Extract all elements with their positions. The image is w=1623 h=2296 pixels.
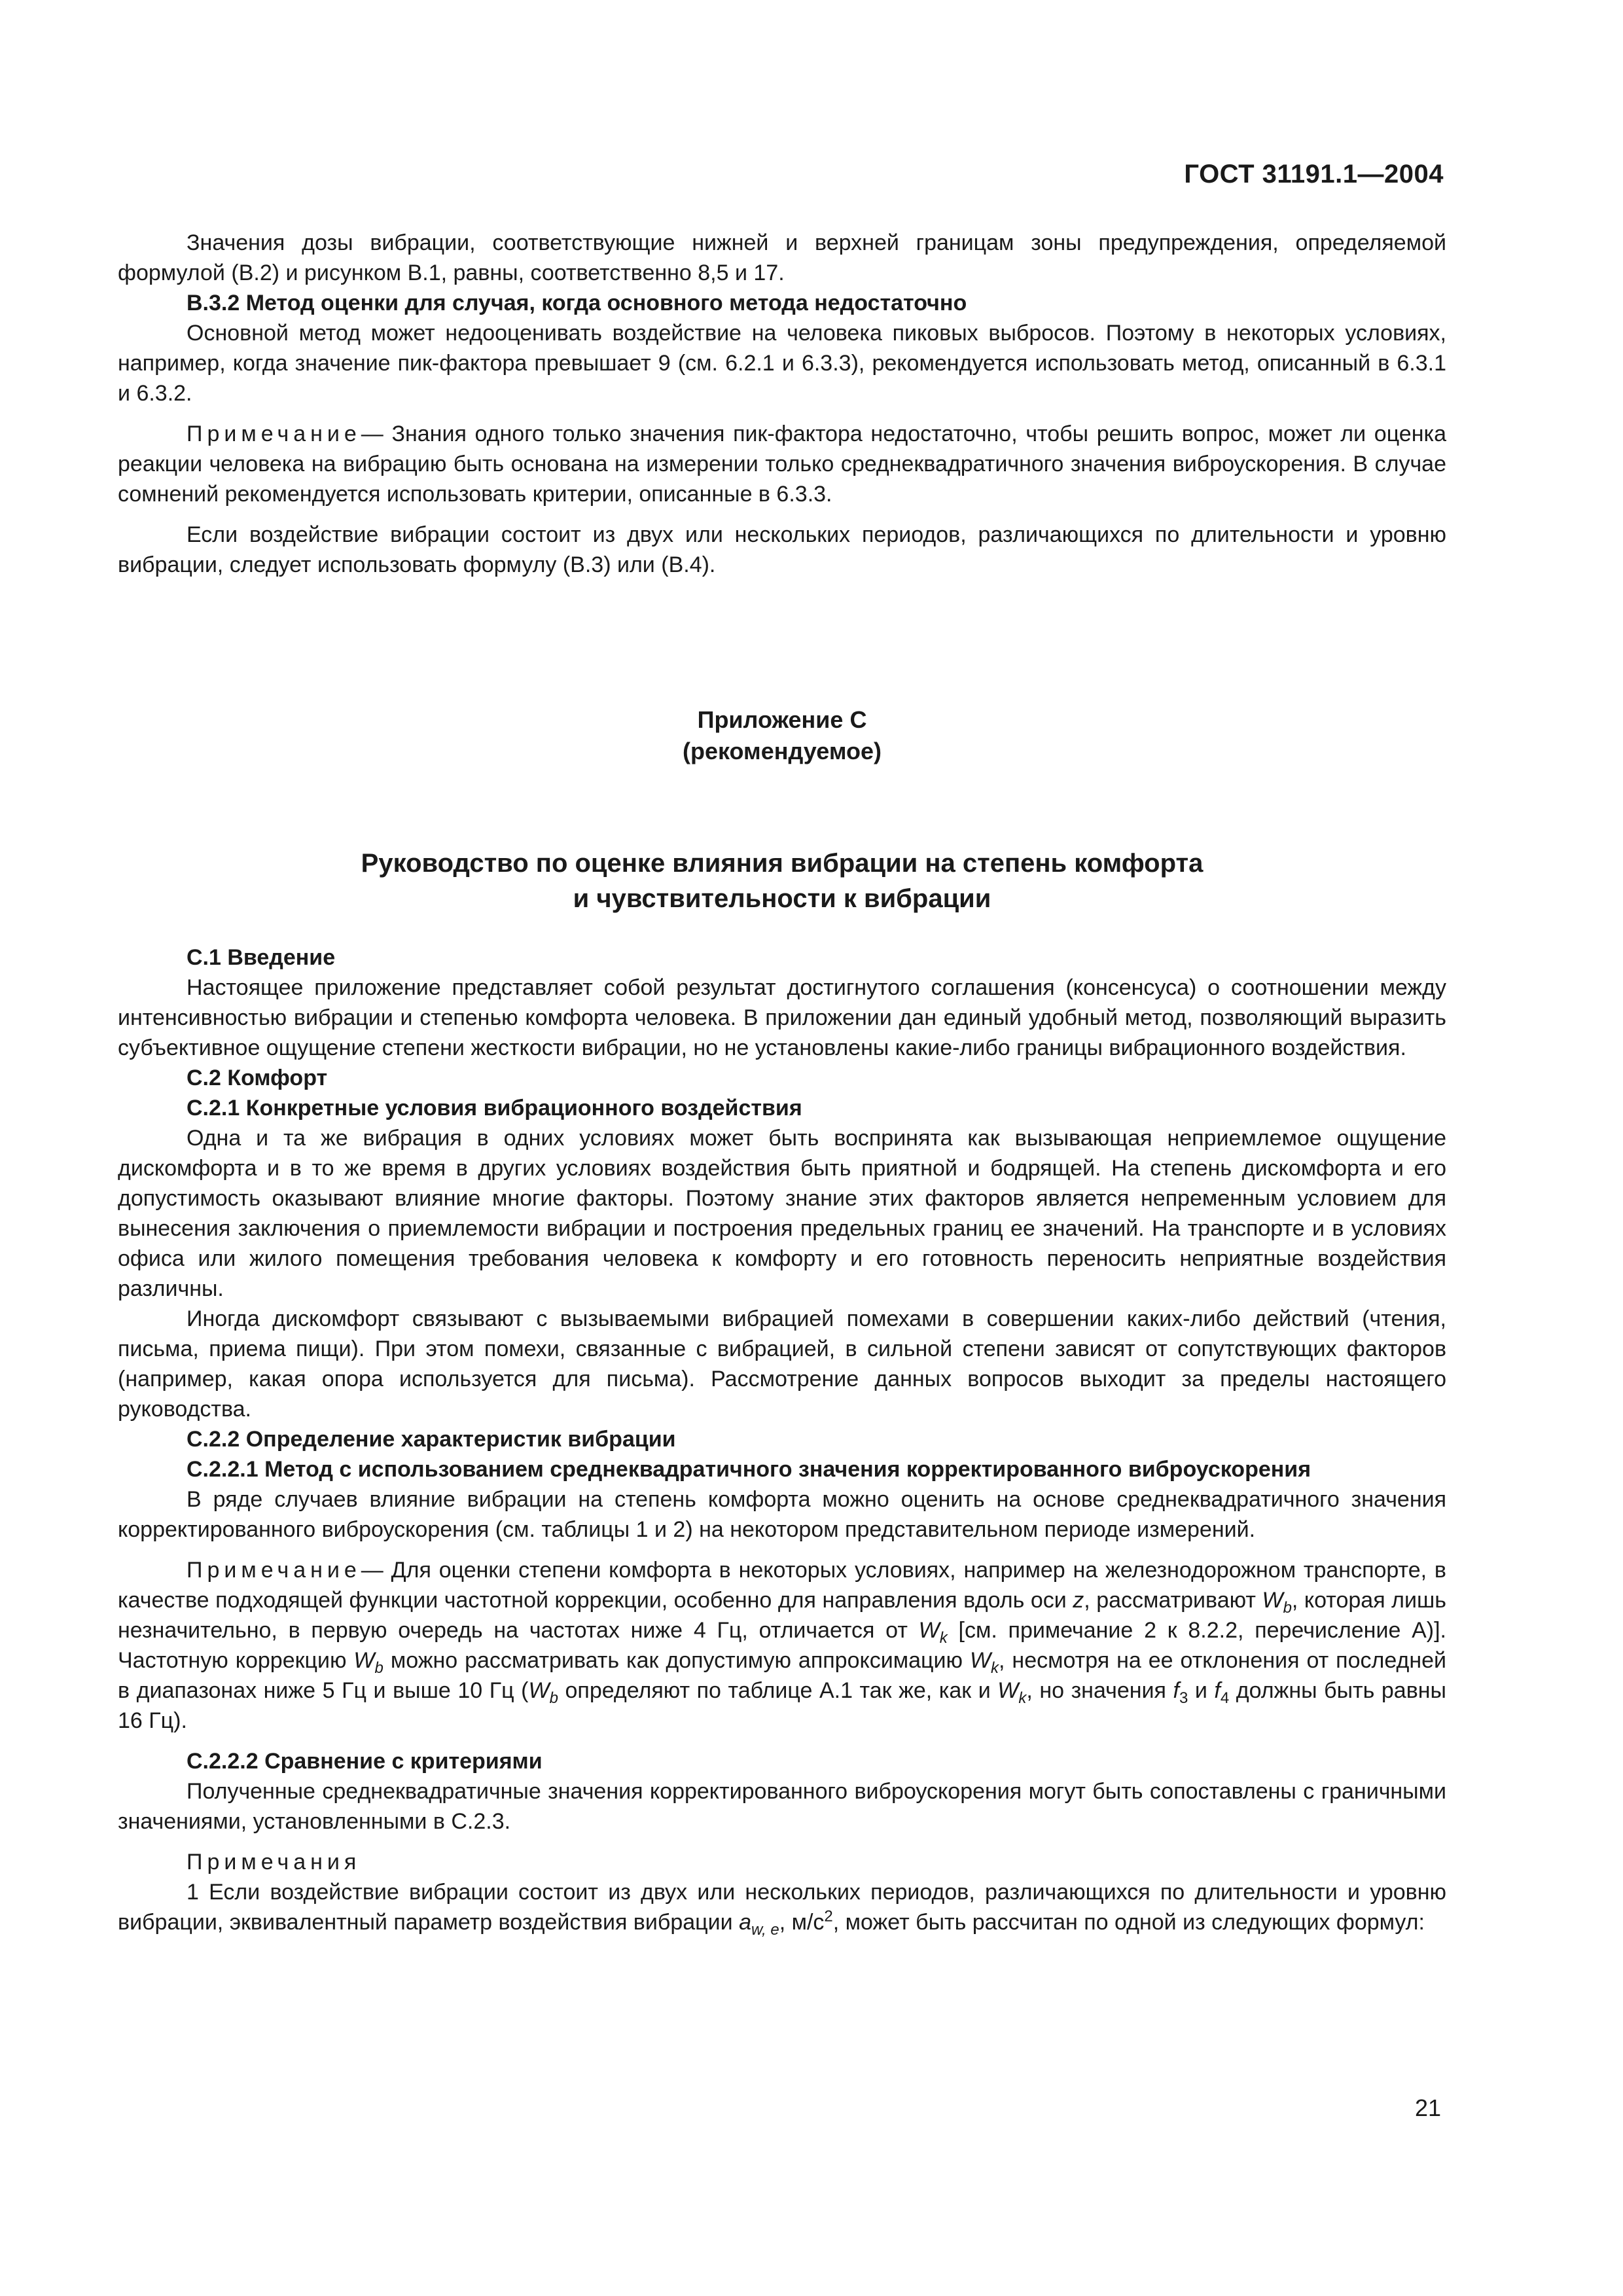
heading-c-1: С.1 Введение xyxy=(187,945,336,970)
note-crest-factor xyxy=(118,419,1446,509)
heading-c-2-1: С.2.1 Конкретные условия вибрационного воздействия xyxy=(187,1096,802,1121)
paragraph-rms-method: В ряде случаев влияние вибрации на степень комфорта можно оценить на основе среднеквадратичного значения корректированного виброускорения (см. таблицы 1 и 2) на некотором представительном периоде измерений. xyxy=(118,1487,1446,1542)
annex-title-line-2: и чувствительности к вибрации xyxy=(573,884,991,913)
heading-c-2-2-1: С.2.2.1 Метод с использованием среднеквадратичного значения корректированного виброускорения xyxy=(187,1457,1311,1482)
paragraph-dose-values: Значения дозы вибрации, соответствующие нижней и верхней границам зоны предупреждения, определяемой формулой (В.2) и рисунком В.1, равны, соответственно 8,5 и 17. xyxy=(118,230,1446,285)
annex-title-line-1: Руководство по оценке влияния вибрации на степень комфорта xyxy=(361,849,1204,878)
heading-c-2: С.2 Комфорт xyxy=(187,1066,328,1090)
paragraph-introduction: Настоящее приложение представляет собой результат достигнутого соглашения (консенсуса) о соотношении между интенсивностью вибрации и степенью комфорта человека. В приложении дан единый удобный метод, позволяющий выразить субъективное ощущение степени жесткости вибрации, но не установлены какие-либо границы вибрационного воздействия. xyxy=(118,975,1446,1060)
notes-label: Примечания xyxy=(187,1850,361,1874)
note-label: Примечание xyxy=(187,422,361,446)
note-text: — Знания одного только значения пик-фактора недостаточно, чтобы решить вопрос, может ли оценка реакции человека на вибрацию быть основана на измерении только среднеквадратичного значения виброускорения. В случае сомнений рекомендуется использовать критерии, описанные в 6.3.3. xyxy=(118,422,1446,507)
note-equivalent-parameter: 1 Если воздействие вибрации состоит из двух или нескольких периодов, различающихся по длительности и уровню вибрации, эквивалентный параметр воздействия вибрации $a_{w, e}$, $м/с^2$, может быть рассчитан по одной из следующих формул: xyxy=(118,1880,1446,1939)
paragraph-interference: Иногда дискомфорт связывают с вызываемыми вибрацией помехами в совершении каких-либо действий (чтения, письма, приема пищи). При этом помехи, связанные с вибрацией, в сильной степени зависят от сопутствующих факторов (например, какая опора используется для письма). Рассмотрение данных вопросов выходит за пределы настоящего руководства. xyxy=(118,1306,1446,1422)
annex-status: (рекомендуемое) xyxy=(683,738,882,764)
paragraph-basic-method: Основной метод может недооценивать воздействие на человека пиковых выбросов. Поэтому в некоторых условиях, например, когда значение пик-фактора превышает 9 (см. 6.2.1 и 6.3.3), рекомендуется использовать метод, описанный в 6.3.1 и 6.3.2. xyxy=(118,321,1446,406)
document-body xyxy=(118,228,1446,1937)
heading-c-2-2-2: С.2.2.2 Сравнение с критериями xyxy=(187,1749,543,1774)
heading-c-2-2: С.2.2 Определение характеристик вибрации xyxy=(187,1427,676,1452)
paragraph-periods-formula: Если воздействие вибрации состоит из двух или нескольких периодов, различающихся по длительности и уровню вибрации, следует использовать формулу (В.3) или (В.4). xyxy=(118,522,1446,577)
annex-label: Приложение С xyxy=(697,706,867,733)
paragraph-comparison: Полученные среднеквадратичные значения корректированного виброускорения могут быть сопоставлены с граничными значениями, установленными в С.2.3. xyxy=(118,1779,1446,1834)
heading-b-3-2: В.3.2 Метод оценки для случая, когда основного метода недостаточно xyxy=(187,291,967,315)
note-weighting: Примечание— Для оценки степени комфорта в некоторых условиях, например на железнодорожном транспорте, в качестве подходящей функции частотной коррекции, особенно для направления вдоль оси z, рассматривают $W_b$, которая лишь незначительно, в первую очередь на частотах ниже 4 Гц, отличается от $W_k$ [см. примечание 2 к 8.2.2, перечисление А)]. Частотную коррекцию $W_b$ можно рассматривать как допустимую аппроксимацию $W_k$, несмотря на ее отклонения от последней в диапазонах ниже 5 Гц и выше 10 Гц ($W_b$ определяют по таблице А.1 так же, как и $W_k$, но значения $f_3$ и $f_4$ должны быть равны 16 Гц). xyxy=(118,1558,1446,1733)
standard-code: ГОСТ 31191.1—2004 xyxy=(1184,160,1444,188)
paragraph-conditions: Одна и та же вибрация в одних условиях может быть воспринята как вызывающая неприемлемое ощущение дискомфорта и в то же время в других условиях воздействия быть приятной и бодрящей. На степень дискомфорта и его допустимость оказывают влияние многие факторы. Поэтому знание этих факторов является непременным условием для вынесения заключения о приемлемости вибрации и построения предельных границ ее значений. На транспорте и в условиях офиса или жилого помещения требования человека к комфорту и его готовность переносить неприятные воздействия различны. xyxy=(118,1126,1446,1301)
page-number: 21 xyxy=(1414,2094,1441,2121)
